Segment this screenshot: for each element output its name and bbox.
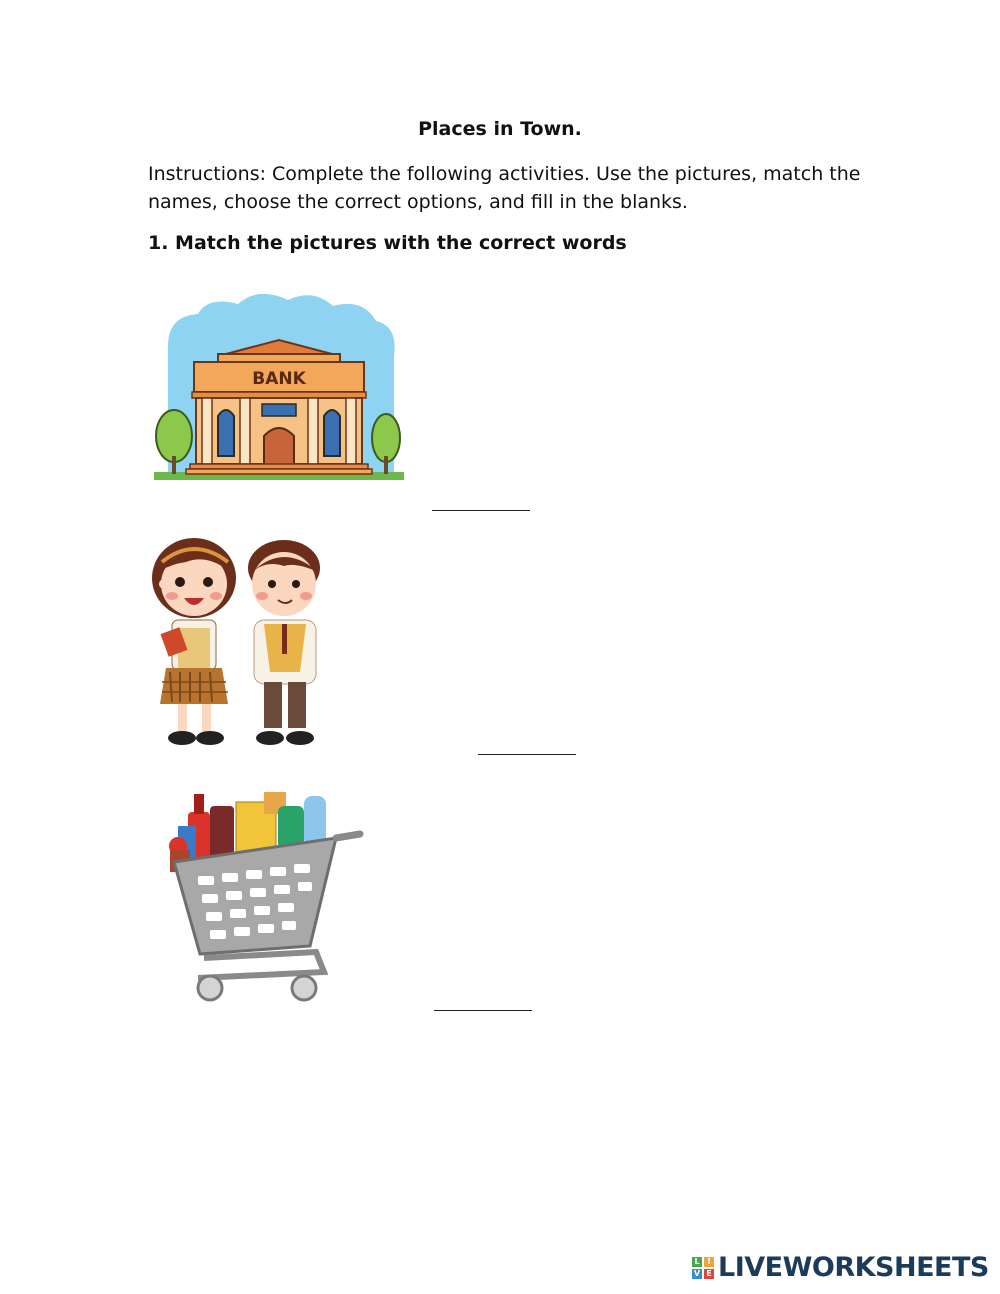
svg-text:BANK: BANK [252, 369, 306, 389]
answer-blank-1[interactable] [432, 510, 530, 511]
answer-blank-3[interactable] [434, 1010, 532, 1011]
bank-picture [148, 276, 410, 508]
instructions-text: Instructions: Complete the following activities. Use the pictures, match the names, choose the correct options, and fill in the blanks. [148, 163, 861, 213]
school-children-picture [146, 532, 326, 754]
worksheet-title: Places in Town. [418, 118, 582, 140]
logo-mark-icon: L I V E [692, 1257, 714, 1279]
section-heading: 1. Match the pictures with the correct words [148, 232, 627, 254]
answer-blank-2[interactable] [478, 754, 576, 755]
shopping-cart-picture [148, 776, 376, 1008]
liveworksheets-logo [692, 1252, 989, 1283]
logo-text: LIVEWORKSHEETS [718, 1252, 989, 1283]
